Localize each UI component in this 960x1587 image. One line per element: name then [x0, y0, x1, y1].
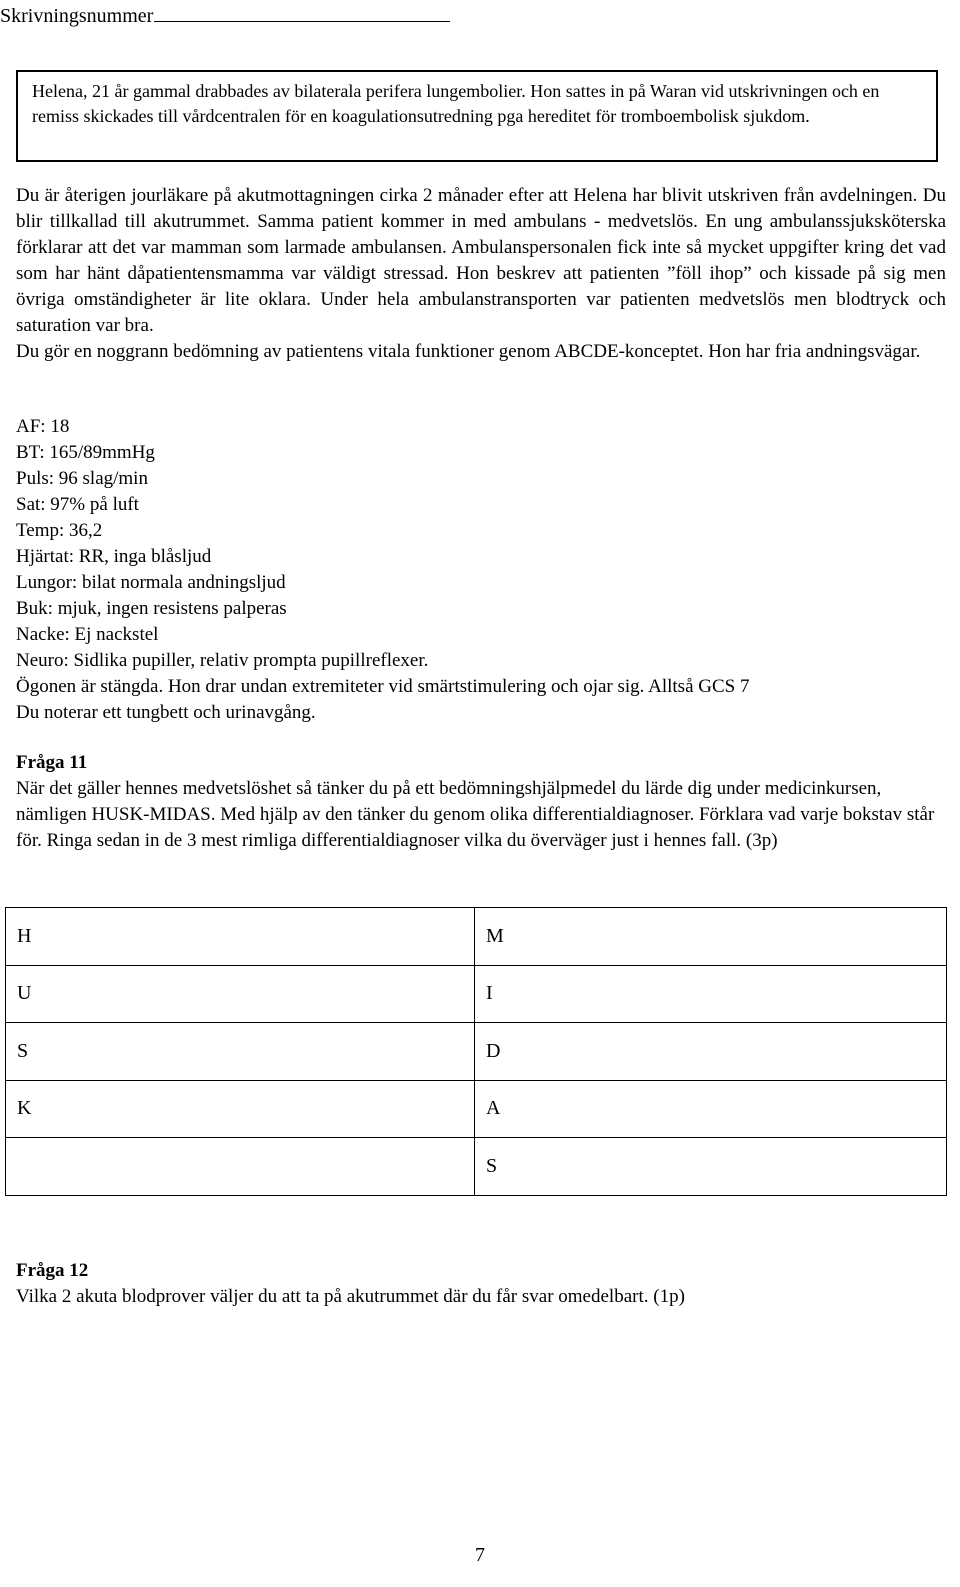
- table-row: [6, 965, 947, 1023]
- question-11: [16, 750, 946, 854]
- question-12-title: Fråga 12: [16, 1260, 89, 1281]
- answer-cell-empty[interactable]: [6, 1138, 475, 1196]
- table-row: [6, 1138, 947, 1196]
- vital-line: BT: 165/89mmHg: [16, 442, 155, 463]
- exam-number-blank: [154, 3, 450, 22]
- vital-line: Nacke: Ej nackstel: [16, 624, 159, 645]
- answer-cell-m[interactable]: M: [475, 908, 947, 966]
- table-row: [6, 1080, 947, 1138]
- answer-cell-a[interactable]: A: [475, 1080, 947, 1138]
- vital-line: Lungor: bilat normala andningsljud: [16, 572, 286, 593]
- vital-line: Temp: 36,2: [16, 520, 103, 541]
- page-header: [0, 3, 450, 28]
- husk-midas-table: [5, 907, 947, 1196]
- table-row: [6, 908, 947, 966]
- answer-cell-s2[interactable]: S: [475, 1138, 947, 1196]
- question-11-text: När det gäller hennes medvetslöshet så tänker du på ett bedömningshjälpmedel du lärde dig under medicinkursen, nämligen HUSK-MIDAS. Med hjälp av den tänker du genom olika differentialdiagnoser. Förklara vad varje bokstav står för. Ringa sedan in de 3 mest rimliga differentialdiagnoser vilka du överväger just i hennes fall. (3p): [16, 778, 935, 851]
- question-12-text: Vilka 2 akuta blodprover väljer du att ta på akutrummet där du får svar omedelbart. (1p): [16, 1286, 685, 1307]
- question-11-title: Fråga 11: [16, 752, 88, 773]
- answer-cell-s[interactable]: S: [6, 1023, 475, 1081]
- case-summary-box: [16, 70, 938, 162]
- answer-cell-i[interactable]: I: [475, 965, 947, 1023]
- vital-line: Neuro: Sidlika pupiller, relativ prompta pupillreflexer.: [16, 650, 429, 671]
- answer-cell-k[interactable]: K: [6, 1080, 475, 1138]
- vital-line: Puls: 96 slag/min: [16, 468, 148, 489]
- scenario-paragraph-1: Du är återigen jourläkare på akutmottagningen cirka 2 månader efter att Helena har blivit utskriven från avdelningen. Du blir tillkallad till akutrummet. Samma patient kommer in med ambulans - medvetslös. En ung ambulanssjuksköterska förklarar att det var mamman som larmade ambulansen. Ambulanspersonalen fick inte så mycket uppgifter kring det vad som har hänt dåpatientensmamma var väldigt stressad. Hon beskrev att patienten ”föll ihop” och kissade på sig men övriga omständigheter är lite oklara. Under hela ambulanstransporten var patienten medvetslös men blodtryck och saturation var bra.: [16, 185, 946, 336]
- scenario-paragraph-2: Du gör en noggrann bedömning av patientens vitala funktioner genom ABCDE-konceptet. Hon har fria andningsvägar.: [16, 341, 921, 362]
- answer-cell-u[interactable]: U: [6, 965, 475, 1023]
- vital-line: Sat: 97% på luft: [16, 494, 139, 515]
- vital-line: AF: 18: [16, 416, 70, 437]
- vitals-list: [16, 414, 946, 726]
- vital-line: Buk: mjuk, ingen resistens palperas: [16, 598, 287, 619]
- answer-cell-d[interactable]: D: [475, 1023, 947, 1081]
- vital-line: Hjärtat: RR, inga blåsljud: [16, 546, 212, 567]
- vital-line: Du noterar ett tungbett och urinavgång.: [16, 702, 316, 723]
- vital-line: Ögonen är stängda. Hon drar undan extremiteter vid smärtstimulering och ojar sig. Alltså GCS 7: [16, 676, 750, 697]
- table-row: [6, 1023, 947, 1081]
- answer-cell-h[interactable]: H: [6, 908, 475, 966]
- page-number: 7: [475, 1544, 485, 1566]
- case-summary-text: Helena, 21 år gammal drabbades av bilaterala perifera lungembolier. Hon sattes in på Waran vid utskrivningen och en remiss skickades till vårdcentralen för en koagulationsutredning pga hereditet för tromboembolisk sjukdom.: [32, 81, 880, 126]
- exam-number-label: Skrivningsnummer: [0, 5, 154, 27]
- question-12: [16, 1258, 946, 1310]
- scenario-section: [16, 183, 946, 365]
